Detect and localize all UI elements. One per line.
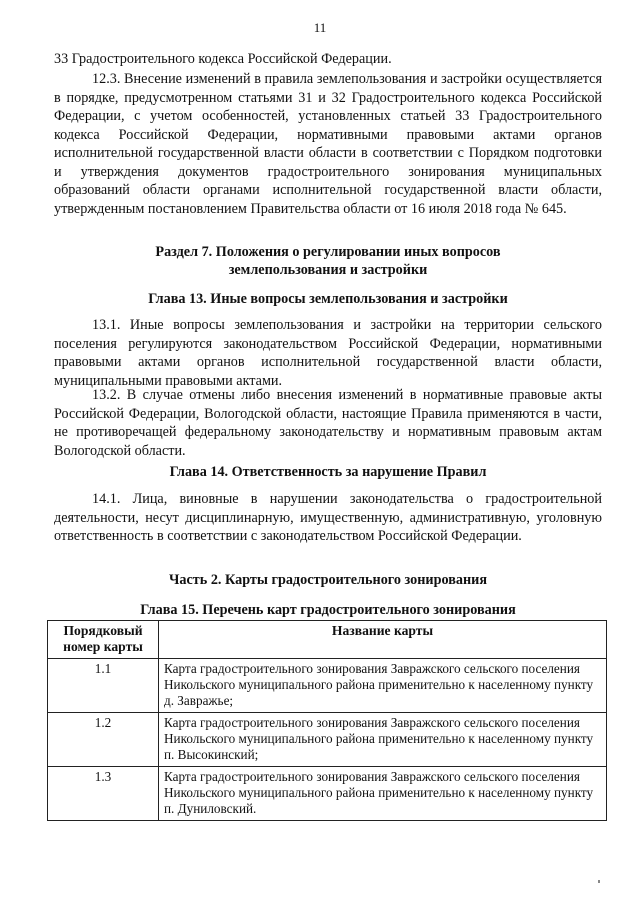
header-map-number [48,621,159,659]
table-header-row [48,621,607,659]
paragraph-14-1: 14.1. Лица, виновные в нарушении законодательства о градостроительной деятельности, несут дисциплинарную, имущественную, административную, уголовную ответственность в соответствии с законодательством Российской Федерации. [54,491,602,544]
chapter-15-title: Глава 15. Перечень карт градостроительного зонирования [140,602,516,618]
header-map-name: Название карты [159,621,607,659]
paragraph-12-3: 12.3. Внесение изменений в правила землепользования и застройки осуществляется в порядке, предусмотренном статьями 31 и 32 Градостроительного кодекса Российской Федерации, с учетом особенностей, установленных статьей 33 Градостроительного кодекса Российской Федерации, нормативными правовыми актами органов исполнительной государственной власти области в соответствии с Порядком подготовки и утверждения документов градостроительного зонирования муниципальных образований области органами исполнительной государственной власти области, утвержденным постановлением Правительства области от 16 июля 2018 года № 645. [54,71,602,217]
map-number-cell: 1.3 [48,767,159,821]
map-name-cell: Карта градостроительного зонирования Завражского сельского поселения Никольского муниципального района применительно к населенному пункту п. Дуниловский. [159,767,607,821]
table-row [48,659,607,713]
part-2-title: Часть 2. Карты градостроительного зонирования [169,572,487,588]
table-row [48,713,607,767]
header-map-number-line2: номер карты [63,639,143,654]
table-row [48,767,607,821]
paragraph-13-2: 13.2. В случае отмены либо внесения изменений в нормативные правовые акты Российской Федерации, Вологодской области, настоящие Правила применяются в части, не противоречащей федеральному законодательству и нормативным правовым актам Вологодской области. [54,387,602,459]
page-number: 11 [313,20,327,35]
map-number-cell: 1.1 [48,659,159,713]
map-name-cell: Карта градостроительного зонирования Завражского сельского поселения Никольского муниципального района применительно к населенному пункту д. Завражье; [159,659,607,713]
map-name-cell: Карта градостроительного зонирования Завражского сельского поселения Никольского муниципального района применительно к населенному пункту п. Высокинский; [159,713,607,767]
chapter-14-title: Глава 14. Ответственность за нарушение Правил [169,464,487,480]
section-7-title-line2: землепользования и застройки [228,262,428,278]
maps-table [47,620,607,821]
map-number-cell: 1.2 [48,713,159,767]
paragraph-13-1: 13.1. Иные вопросы землепользования и застройки на территории сельского поселения регулируются законодательством Российской Федерации, нормативными правовыми актами органов исполнительной государственной власти области, муниципальными правовыми актами. [54,317,602,389]
section-7-title-line1: Раздел 7. Положения о регулировании иных вопросов [155,244,501,260]
header-map-number-line1: Порядковый [63,623,143,638]
chapter-13-title: Глава 13. Иные вопросы землепользования и застройки [148,291,508,307]
scan-mark [598,880,600,883]
intro-text: 33 Градостроительного кодекса Российской Федерации. [54,51,392,67]
